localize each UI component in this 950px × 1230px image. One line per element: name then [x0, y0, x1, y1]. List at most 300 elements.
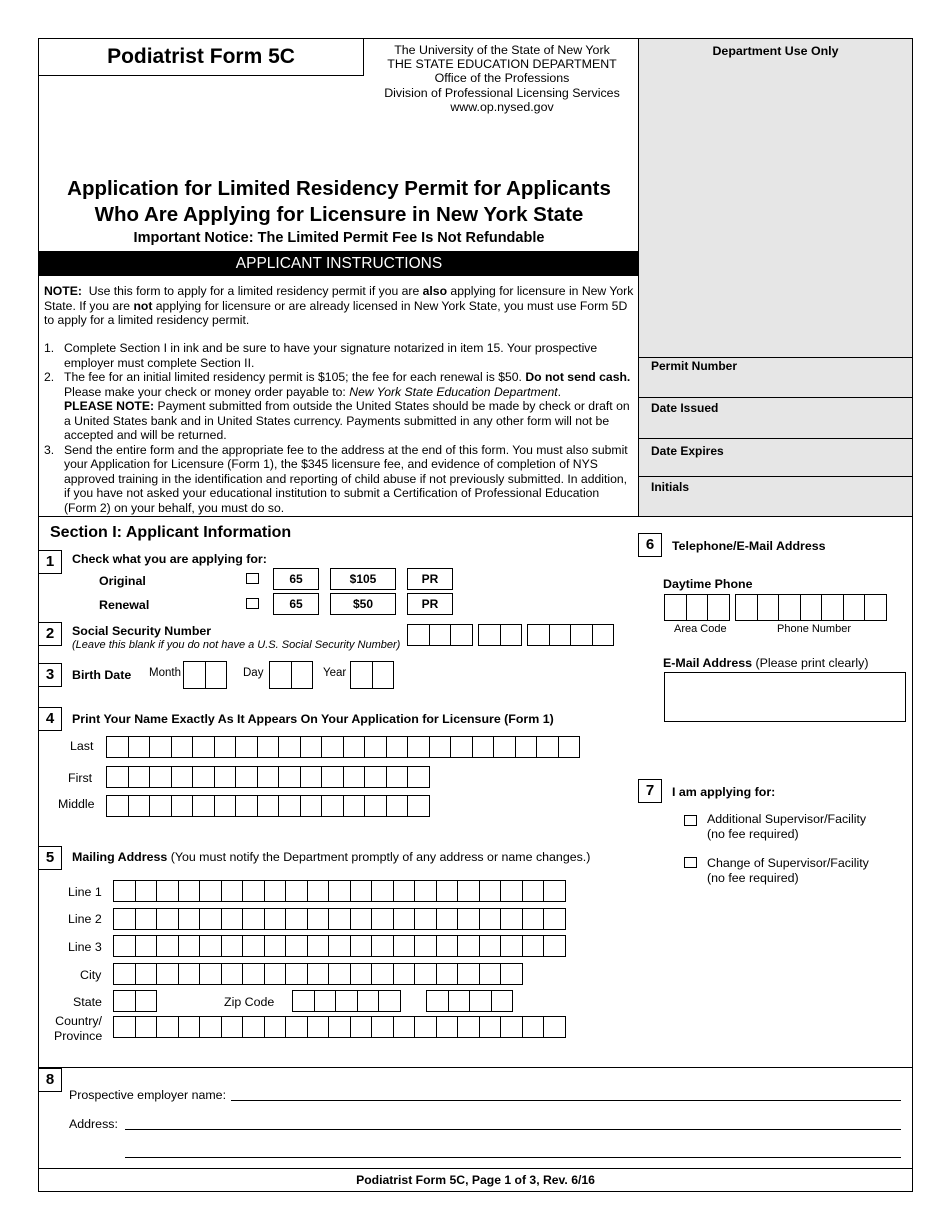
- agency-line: Division of Professional Licensing Services: [384, 85, 620, 100]
- input-cell[interactable]: [364, 736, 387, 758]
- input-cell[interactable]: [178, 963, 201, 985]
- email-label-title: E-Mail Address: [663, 656, 753, 670]
- agency-block: [365, 43, 639, 114]
- input-cell[interactable]: [364, 795, 387, 817]
- input-cell[interactable]: [199, 935, 222, 957]
- fee-box: $105: [330, 568, 396, 590]
- input-cell[interactable]: [821, 594, 844, 621]
- section-1-title: Section I: Applicant Information: [50, 524, 292, 541]
- input-cell[interactable]: [686, 594, 709, 621]
- ssn-field[interactable]: [407, 624, 473, 646]
- item-number-box: 3: [38, 663, 62, 687]
- input-cell[interactable]: [472, 736, 495, 758]
- renewal-checkbox[interactable]: [246, 598, 259, 609]
- input-cell[interactable]: [500, 908, 523, 930]
- input-cell[interactable]: [429, 624, 452, 646]
- input-cell[interactable]: [407, 624, 430, 646]
- country-field[interactable]: [113, 1016, 566, 1038]
- input-cell[interactable]: [257, 736, 280, 758]
- first-name-field[interactable]: [106, 766, 430, 788]
- divider: [639, 357, 912, 358]
- input-cell[interactable]: [378, 990, 401, 1012]
- input-cell[interactable]: [214, 766, 237, 788]
- input-cell[interactable]: [264, 880, 287, 902]
- address-line-2-field[interactable]: [113, 908, 566, 930]
- input-cell[interactable]: [479, 908, 502, 930]
- input-cell[interactable]: [321, 766, 344, 788]
- item-text-part: Please make your check or money order payable to:: [64, 384, 346, 399]
- input-cell[interactable]: [757, 594, 780, 621]
- input-cell[interactable]: [864, 594, 887, 621]
- option-subtext: (no fee required): [707, 826, 799, 841]
- input-cell[interactable]: [500, 963, 523, 985]
- item-text: Send the entire form and the appropriate fee to the address at the end of this form. You must also submit your Application for Licensure (Form 1), the $345 licensure fee, and evidence of completion of NYS approved training in the identification and reporting of child abuse if not previously submitted. In addition, if you have not asked your educational institution to submit a Certification of Professional Education (Form 2) on your behalf, you must do so.: [64, 442, 628, 515]
- input-cell[interactable]: [372, 661, 395, 689]
- input-cell[interactable]: [500, 880, 523, 902]
- input-cell[interactable]: [527, 624, 550, 646]
- input-cell[interactable]: [199, 963, 222, 985]
- address-line-2-label: Line 2: [68, 912, 102, 926]
- day-label: Day: [243, 667, 264, 679]
- phone-number-caption: Phone Number: [777, 623, 851, 635]
- input-cell[interactable]: [328, 935, 351, 957]
- input-cell[interactable]: [321, 736, 344, 758]
- city-label: City: [80, 968, 102, 982]
- input-cell[interactable]: [536, 736, 559, 758]
- input-cell[interactable]: [407, 766, 430, 788]
- input-cell[interactable]: [522, 880, 545, 902]
- input-cell[interactable]: [414, 963, 437, 985]
- item-number: 3.: [44, 442, 55, 457]
- change-supervisor-label: [707, 856, 869, 885]
- input-cell[interactable]: [221, 1016, 244, 1038]
- employer-address-input-2[interactable]: [125, 1157, 901, 1158]
- input-cell[interactable]: [543, 1016, 566, 1038]
- input-cell[interactable]: [235, 766, 258, 788]
- employer-name-label: Prospective employer name:: [69, 1088, 227, 1102]
- input-cell[interactable]: [192, 795, 215, 817]
- input-cell[interactable]: [407, 736, 430, 758]
- input-cell[interactable]: [307, 880, 330, 902]
- input-cell[interactable]: [386, 736, 409, 758]
- input-cell[interactable]: [199, 1016, 222, 1038]
- input-cell[interactable]: [371, 1016, 394, 1038]
- input-cell[interactable]: [479, 1016, 502, 1038]
- input-cell[interactable]: [149, 736, 172, 758]
- input-cell[interactable]: [393, 963, 416, 985]
- input-cell[interactable]: [328, 880, 351, 902]
- input-cell[interactable]: [264, 1016, 287, 1038]
- input-cell[interactable]: [291, 661, 314, 689]
- input-cell[interactable]: [285, 963, 308, 985]
- input-cell[interactable]: [285, 935, 308, 957]
- instructions-list: [44, 341, 634, 515]
- email-label: [663, 656, 868, 670]
- telephone-email-label: Telephone/E-Mail Address: [672, 539, 826, 553]
- input-cell[interactable]: [386, 766, 409, 788]
- input-cell[interactable]: [113, 935, 136, 957]
- email-input[interactable]: [664, 672, 906, 722]
- input-cell[interactable]: [257, 766, 280, 788]
- input-cell[interactable]: [558, 736, 581, 758]
- input-cell[interactable]: [307, 908, 330, 930]
- fee-box: $50: [330, 593, 396, 615]
- pr-box: PR: [407, 568, 453, 590]
- input-cell[interactable]: [450, 736, 473, 758]
- item-text-part: The fee for an initial limited residency permit is $105; the fee for each renewal is $50.: [64, 370, 522, 384]
- option-subtext: (no fee required): [707, 870, 799, 885]
- input-cell[interactable]: [549, 624, 572, 646]
- input-cell[interactable]: [242, 963, 265, 985]
- profession-code-box: 65: [273, 593, 319, 615]
- input-cell[interactable]: [436, 963, 459, 985]
- input-cell[interactable]: [113, 963, 136, 985]
- item-number-box: 1: [38, 550, 62, 574]
- middle-name-field[interactable]: [106, 795, 430, 817]
- title-line: Application for Limited Residency Permit for Applicants: [67, 177, 611, 200]
- input-cell[interactable]: [350, 1016, 373, 1038]
- input-cell[interactable]: [448, 990, 471, 1012]
- input-cell[interactable]: [457, 963, 480, 985]
- input-cell[interactable]: [242, 1016, 265, 1038]
- input-cell[interactable]: [479, 880, 502, 902]
- input-cell[interactable]: [106, 736, 129, 758]
- input-cell[interactable]: [135, 1016, 158, 1038]
- change-supervisor-checkbox[interactable]: [684, 857, 697, 868]
- input-cell[interactable]: [350, 963, 373, 985]
- input-cell[interactable]: [178, 908, 201, 930]
- input-cell[interactable]: [343, 766, 366, 788]
- input-cell[interactable]: [264, 908, 287, 930]
- input-cell[interactable]: [242, 908, 265, 930]
- birth-date-label: Birth Date: [72, 668, 132, 682]
- item-number-box: 5: [38, 846, 62, 870]
- input-cell[interactable]: [407, 795, 430, 817]
- input-cell[interactable]: [843, 594, 866, 621]
- input-cell[interactable]: [156, 880, 179, 902]
- payee-name: New York State Education Department: [349, 384, 558, 399]
- input-cell[interactable]: [350, 935, 373, 957]
- input-cell[interactable]: [171, 766, 194, 788]
- agency-line: THE STATE EDUCATION DEPARTMENT: [387, 57, 617, 72]
- input-cell[interactable]: [707, 594, 730, 621]
- input-cell[interactable]: [450, 624, 473, 646]
- employer-address-input[interactable]: [125, 1129, 901, 1130]
- input-cell[interactable]: [457, 935, 480, 957]
- year-label: Year: [323, 667, 347, 679]
- last-name-label: Last: [70, 739, 94, 753]
- input-cell[interactable]: [171, 795, 194, 817]
- section-divider: [39, 516, 912, 517]
- input-cell[interactable]: [543, 908, 566, 930]
- input-cell[interactable]: [436, 1016, 459, 1038]
- item-text: Complete Section I in ink and be sure to have your signature notarized in item 15. Your prospective employer must complete Section II.: [64, 341, 598, 370]
- input-cell[interactable]: [800, 594, 823, 621]
- input-cell[interactable]: [171, 736, 194, 758]
- mailing-address-label: [72, 850, 590, 864]
- input-cell[interactable]: [242, 880, 265, 902]
- zip-extension-field[interactable]: [426, 990, 513, 1012]
- item-number-box: 7: [638, 779, 662, 803]
- input-cell[interactable]: [183, 661, 206, 689]
- input-cell[interactable]: [350, 880, 373, 902]
- input-cell[interactable]: [205, 661, 228, 689]
- input-cell[interactable]: [149, 766, 172, 788]
- input-cell[interactable]: [371, 880, 394, 902]
- input-cell[interactable]: [436, 880, 459, 902]
- input-cell[interactable]: [285, 1016, 308, 1038]
- input-cell[interactable]: [214, 736, 237, 758]
- ssn-field[interactable]: [478, 624, 522, 646]
- pr-box: PR: [407, 593, 453, 615]
- input-cell[interactable]: [522, 935, 545, 957]
- middle-name-label: Middle: [58, 797, 95, 811]
- section-divider: [39, 1067, 912, 1068]
- last-name-field[interactable]: [106, 736, 580, 758]
- input-cell[interactable]: [178, 1016, 201, 1038]
- input-cell[interactable]: [300, 795, 323, 817]
- input-cell[interactable]: [113, 880, 136, 902]
- input-cell[interactable]: [156, 935, 179, 957]
- item-text: The fee for an initial limited residency permit is $105; the fee for each renewal is $50. Do not send cash. Please make your check or money order payable to: New York State Education Department. PLEASE NOTE: Payment submitted from outside the United States should be made by check or draft on a United States bank and in United States currency. Payments submitted in any other form will not be accepted and will be returned.: [64, 370, 631, 442]
- item-number: 1.: [44, 341, 55, 355]
- additional-supervisor-label: [707, 812, 866, 841]
- input-cell[interactable]: [357, 990, 380, 1012]
- input-cell[interactable]: [128, 795, 151, 817]
- input-cell[interactable]: [414, 1016, 437, 1038]
- employer-name-input[interactable]: [231, 1100, 901, 1101]
- input-cell[interactable]: [393, 908, 416, 930]
- input-cell[interactable]: [314, 990, 337, 1012]
- divider: [639, 476, 912, 477]
- input-cell[interactable]: [221, 935, 244, 957]
- input-cell[interactable]: [457, 1016, 480, 1038]
- address-line-1-label: Line 1: [68, 885, 102, 899]
- name-label: Print Your Name Exactly As It Appears On Your Application for Licensure (Form 1): [72, 712, 554, 726]
- input-cell[interactable]: [479, 935, 502, 957]
- input-cell[interactable]: [479, 963, 502, 985]
- agency-line: Office of the Professions: [434, 71, 570, 86]
- input-cell[interactable]: [350, 908, 373, 930]
- item-number-box: 8: [38, 1068, 62, 1092]
- permit-number-label: Permit Number: [651, 359, 738, 373]
- item-number-box: 4: [38, 707, 62, 731]
- initials-label: Initials: [651, 480, 690, 494]
- note-label: NOTE:: [44, 284, 82, 298]
- input-cell[interactable]: [457, 908, 480, 930]
- input-cell[interactable]: [778, 594, 801, 621]
- input-cell[interactable]: [429, 736, 452, 758]
- input-cell[interactable]: [156, 963, 179, 985]
- input-cell[interactable]: [135, 908, 158, 930]
- state-field[interactable]: [113, 990, 157, 1012]
- city-field[interactable]: [113, 963, 523, 985]
- input-cell[interactable]: [371, 908, 394, 930]
- item-number: 2.: [44, 370, 55, 384]
- input-cell[interactable]: [264, 963, 287, 985]
- input-cell[interactable]: [285, 908, 308, 930]
- mailing-address-hint: (You must notify the Department promptly of any address or name changes.): [170, 850, 591, 864]
- area-code-field[interactable]: [664, 594, 730, 621]
- input-cell[interactable]: [113, 990, 136, 1012]
- input-cell[interactable]: [156, 1016, 179, 1038]
- input-cell[interactable]: [221, 880, 244, 902]
- input-cell[interactable]: [221, 963, 244, 985]
- item-number-box: 2: [38, 622, 62, 646]
- date-issued-label: Date Issued: [651, 401, 719, 415]
- input-cell[interactable]: [436, 935, 459, 957]
- input-cell[interactable]: [500, 1016, 523, 1038]
- first-name-label: First: [68, 771, 93, 785]
- additional-supervisor-checkbox[interactable]: [684, 815, 697, 826]
- input-cell[interactable]: [343, 795, 366, 817]
- input-cell[interactable]: [128, 766, 151, 788]
- input-cell[interactable]: [426, 990, 449, 1012]
- address-line-3-label: Line 3: [68, 940, 102, 954]
- input-cell[interactable]: [491, 990, 514, 1012]
- input-cell[interactable]: [364, 766, 387, 788]
- input-cell[interactable]: [543, 935, 566, 957]
- input-cell[interactable]: [414, 935, 437, 957]
- input-cell[interactable]: [328, 908, 351, 930]
- input-cell[interactable]: [235, 795, 258, 817]
- input-cell[interactable]: [264, 935, 287, 957]
- agency-line: The University of the State of New York: [394, 43, 610, 57]
- input-cell[interactable]: [350, 661, 373, 689]
- input-cell[interactable]: [414, 880, 437, 902]
- item-text-part: Payment submitted from outside the United States should be made by check or draft on a United States bank and in United States currency. Payments submitted in any other form will not be accepted and will be returned.: [64, 399, 630, 442]
- note-emphasis: not: [133, 298, 153, 313]
- input-cell[interactable]: [128, 736, 151, 758]
- input-cell[interactable]: [500, 935, 523, 957]
- input-cell[interactable]: [300, 766, 323, 788]
- input-cell[interactable]: [242, 935, 265, 957]
- input-cell[interactable]: [393, 1016, 416, 1038]
- input-cell[interactable]: [113, 1016, 136, 1038]
- input-cell[interactable]: [307, 963, 330, 985]
- date-expires-label: Date Expires: [651, 444, 724, 458]
- dept-use-only-label: Department Use Only: [712, 44, 839, 58]
- input-cell[interactable]: [278, 736, 301, 758]
- fee-notice: Important Notice: The Limited Permit Fee Is Not Refundable: [133, 230, 545, 246]
- title-line: Who Are Applying for Licensure in New York State: [94, 203, 584, 226]
- ssn-field[interactable]: [527, 624, 614, 646]
- employer-address-label: Address:: [69, 1117, 118, 1131]
- phone-number-field[interactable]: [735, 594, 887, 621]
- original-label: Original: [99, 574, 146, 588]
- input-cell[interactable]: [135, 990, 158, 1012]
- page-footer: Podiatrist Form 5C, Page 1 of 3, Rev. 6/16: [39, 1168, 912, 1191]
- input-cell[interactable]: [414, 908, 437, 930]
- original-checkbox[interactable]: [246, 573, 259, 584]
- email-label-hint: (Please print clearly): [755, 656, 869, 670]
- instruction-item: [44, 443, 634, 516]
- input-cell[interactable]: [221, 908, 244, 930]
- input-cell[interactable]: [393, 935, 416, 957]
- state-label: State: [73, 995, 102, 1009]
- input-cell[interactable]: [328, 1016, 351, 1038]
- input-cell[interactable]: [735, 594, 758, 621]
- form-title: Podiatrist Form 5C: [39, 39, 364, 76]
- input-cell[interactable]: [592, 624, 615, 646]
- input-cell[interactable]: [285, 880, 308, 902]
- input-cell[interactable]: [292, 990, 315, 1012]
- input-cell[interactable]: [328, 963, 351, 985]
- input-cell[interactable]: [543, 880, 566, 902]
- input-cell[interactable]: [493, 736, 516, 758]
- input-cell[interactable]: [436, 908, 459, 930]
- input-cell[interactable]: [371, 935, 394, 957]
- input-cell[interactable]: [522, 1016, 545, 1038]
- address-line-1-field[interactable]: [113, 880, 566, 902]
- input-cell[interactable]: [307, 1016, 330, 1038]
- input-cell[interactable]: [149, 795, 172, 817]
- profession-code-box: 65: [273, 568, 319, 590]
- input-cell[interactable]: [664, 594, 687, 621]
- input-cell[interactable]: [300, 736, 323, 758]
- input-cell[interactable]: [214, 795, 237, 817]
- birth-month-field[interactable]: [183, 661, 227, 689]
- input-cell[interactable]: [478, 624, 501, 646]
- country-label-line: Province: [54, 1029, 103, 1043]
- input-cell[interactable]: [199, 908, 222, 930]
- input-cell[interactable]: [235, 736, 258, 758]
- input-cell[interactable]: [257, 795, 280, 817]
- note-text: applying for licensure or are already licensed in New York State, you must use Form 5D to apply for a limited residency permit.: [44, 298, 628, 327]
- input-cell[interactable]: [500, 624, 523, 646]
- input-cell[interactable]: [178, 880, 201, 902]
- input-cell[interactable]: [386, 795, 409, 817]
- agency-website[interactable]: www.op.nysed.gov: [450, 99, 554, 114]
- input-cell[interactable]: [113, 908, 136, 930]
- address-line-3-field[interactable]: [113, 935, 566, 957]
- input-cell[interactable]: [156, 908, 179, 930]
- birth-day-field[interactable]: [269, 661, 313, 689]
- input-cell[interactable]: [199, 880, 222, 902]
- birth-year-field[interactable]: [350, 661, 394, 689]
- input-cell[interactable]: [192, 766, 215, 788]
- input-cell[interactable]: [307, 935, 330, 957]
- item-emphasis: PLEASE NOTE:: [64, 399, 155, 413]
- input-cell[interactable]: [192, 736, 215, 758]
- input-cell[interactable]: [343, 736, 366, 758]
- input-cell[interactable]: [457, 880, 480, 902]
- input-cell[interactable]: [371, 963, 394, 985]
- item-emphasis: Do not send cash.: [525, 370, 631, 384]
- input-cell[interactable]: [522, 908, 545, 930]
- input-cell[interactable]: [469, 990, 492, 1012]
- input-cell[interactable]: [178, 935, 201, 957]
- input-cell[interactable]: [106, 766, 129, 788]
- input-cell[interactable]: [278, 795, 301, 817]
- renewal-label: Renewal: [99, 598, 150, 612]
- input-cell[interactable]: [135, 963, 158, 985]
- input-cell[interactable]: [278, 766, 301, 788]
- input-cell[interactable]: [106, 795, 129, 817]
- input-cell[interactable]: [321, 795, 344, 817]
- input-cell[interactable]: [135, 935, 158, 957]
- zip-code-field[interactable]: [292, 990, 401, 1012]
- input-cell[interactable]: [393, 880, 416, 902]
- instructions-header: APPLICANT INSTRUCTIONS: [39, 251, 639, 276]
- input-cell[interactable]: [269, 661, 292, 689]
- input-cell[interactable]: [515, 736, 538, 758]
- input-cell[interactable]: [335, 990, 358, 1012]
- input-cell[interactable]: [135, 880, 158, 902]
- month-label: Month: [149, 667, 181, 679]
- input-cell[interactable]: [570, 624, 593, 646]
- daytime-phone-label: Daytime Phone: [663, 577, 753, 591]
